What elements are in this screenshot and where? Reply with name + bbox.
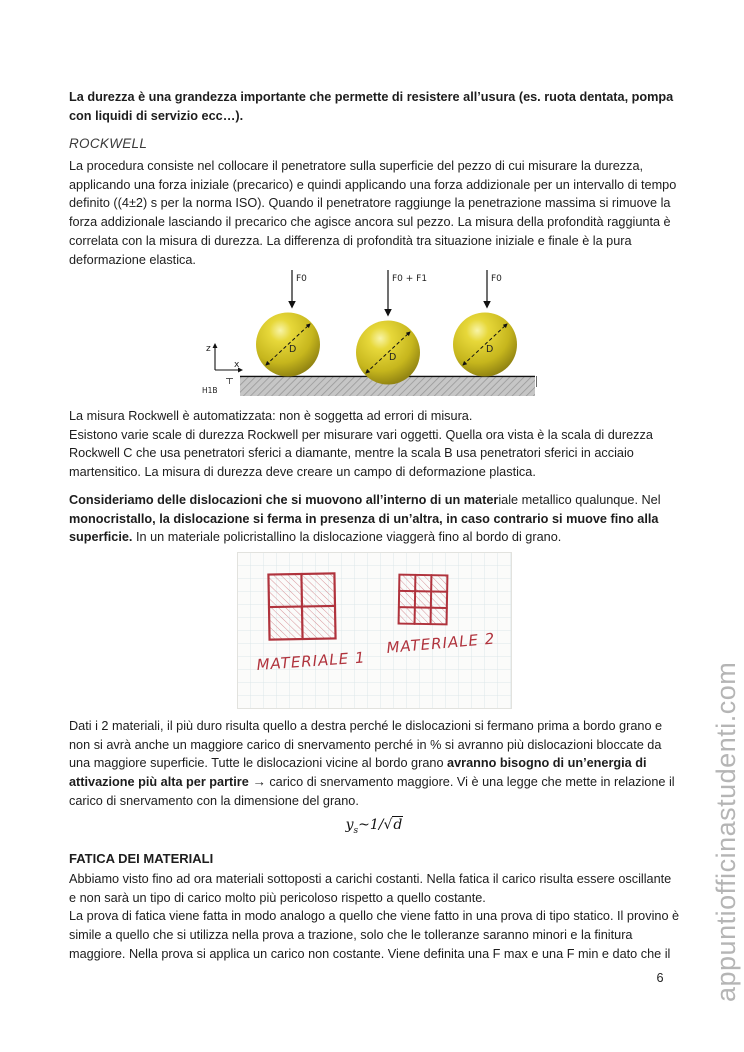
force-label-middle: F0 + F1 xyxy=(392,274,428,284)
formula-lhs: y xyxy=(345,817,354,833)
grain-sketch xyxy=(237,552,512,709)
grain-regular-1: Dati i 2 materiali, il più duro risulta quello a destra perché le dislocazioni si fermano prima a bordo grano e non si avrà anche un maggiore carico di snervamento perché in % si avranno più dislocazioni bloccate da una maggiore superficie. Tutte le dislocazioni vicine al bordo grano xyxy=(69,719,663,771)
material-1-grains xyxy=(268,573,335,639)
rockwell-notes-line1: La misura Rockwell è automatizzata: non è soggetta ad errori di misura. xyxy=(69,409,473,423)
dislocations-bold-2: monocristallo, la dislocazione si ferma in presenza di un’altra, in caso contrario si muove fino alla superficie. xyxy=(69,511,659,545)
rockwell-spheres-diagram xyxy=(195,267,545,400)
diameter-label-left: D xyxy=(289,344,297,355)
material-2-label: MATERIALE 2 xyxy=(385,629,496,657)
rockwell-notes-rest: Esistono varie scale di durezza Rockwell per misurare vari oggetti. Quella ora vista è la scala di durezza Rockwell C che usa penetratori sferici a diamante, mentre la scala B usa penetratori sferici in acciaio martensitico. La misura di durezza deve creare un campo di deformazione plastica. xyxy=(69,427,653,480)
rockwell-paragraph: La procedura consiste nel collocare il penetratore sulla superficie del pezzo di cui misurare la durezza, applicando una forza iniziale (precarico) e quindi applicando una forza addizionale per un intervallo di tempo definito ((4±2) s per la norma ISO). Quando il penetratore raggiunge la penetrazione massima si rimuove la forza addizionale lasciando il precarico che agisce ancora sul pezzo. La misura della profondità raggiunta è correlata con la misura di durezza. La differenza di profondità tra situazione iniziale e finale è la pura deformazione elastica. xyxy=(69,159,677,267)
watermark: appuntiofficinastudenti.com xyxy=(711,661,741,1002)
formula-radicand: d xyxy=(393,817,403,833)
intro-paragraph xyxy=(69,88,680,125)
grain-size-formula xyxy=(69,817,680,836)
fatigue-paragraph xyxy=(69,870,680,964)
grain-sketch-figure xyxy=(237,552,512,714)
grain-regular-2: carico di snervamento maggiore. Vi è una legge che mette in relazione il carico di snervamento con la dimensione del grano. xyxy=(69,775,675,808)
diameter-label-right: D xyxy=(486,344,494,355)
material-1-label: MATERIALE 1 xyxy=(256,648,367,674)
dislocations-paragraph xyxy=(69,491,680,547)
dislocations-bold-1: Consideriamo delle dislocazioni che si muovono all’interno di un mater xyxy=(69,493,499,507)
intro-text: La durezza è una grandezza importante che permette di resistere all’usura (es. ruota dentata, pompa con liquidi di servizio ecc…). xyxy=(69,90,674,123)
rockwell-heading: ROCKWELL xyxy=(69,136,148,151)
right-arrow-icon: → xyxy=(252,774,266,790)
fatigue-paragraph-part2: La prova di fatica viene fatta in modo analogo a quello che viene fatto in una prova di tipo statico. Il provino è simile a quello che si utilizza nella prova a trazione, solo che le tolleranze saranno minori e la finitura maggiore. Nella prova si applica un carico non costante. Viene definita una F max e una F min e dato che il xyxy=(69,909,680,961)
formula-subscript: s xyxy=(353,825,359,836)
material-2-grains xyxy=(399,575,448,625)
axis-z-label: z xyxy=(206,344,211,354)
force-label-left: F0 xyxy=(296,274,307,284)
depth-label: H1B xyxy=(202,386,218,395)
rockwell-notes xyxy=(69,407,680,482)
rockwell-figure xyxy=(195,267,545,405)
dislocations-regular-1: iale metallico qualunque. Nel xyxy=(498,493,661,507)
page-number: 6 xyxy=(656,971,664,985)
fatigue-paragraph-part1: Abbiamo visto fino ad ora materiali sottoposti a carichi costanti. Nella fatica il carico risulta essere oscillante e non sarà un tipo di carico molto più pericoloso rispetto a quello costante. xyxy=(69,872,672,905)
grain-paragraph xyxy=(69,717,680,811)
force-arrows xyxy=(292,270,487,315)
diameter-label-middle: D xyxy=(389,352,397,363)
formula-mid: ~1/ xyxy=(358,817,384,833)
grain-bold: avranno bisogno di un’energia di attivazione più alta per partire xyxy=(69,756,647,790)
formula-root-sign: √ xyxy=(383,817,393,833)
depth-bracket xyxy=(226,379,233,385)
dislocations-regular-2: In un materiale policristallino la dislocazione viaggerà fino al bordo di grano. xyxy=(132,530,562,545)
axis-x-label: x xyxy=(234,360,240,370)
force-label-right: F0 xyxy=(491,274,502,284)
fatigue-heading: FATICA DEI MATERIALI xyxy=(69,851,214,866)
